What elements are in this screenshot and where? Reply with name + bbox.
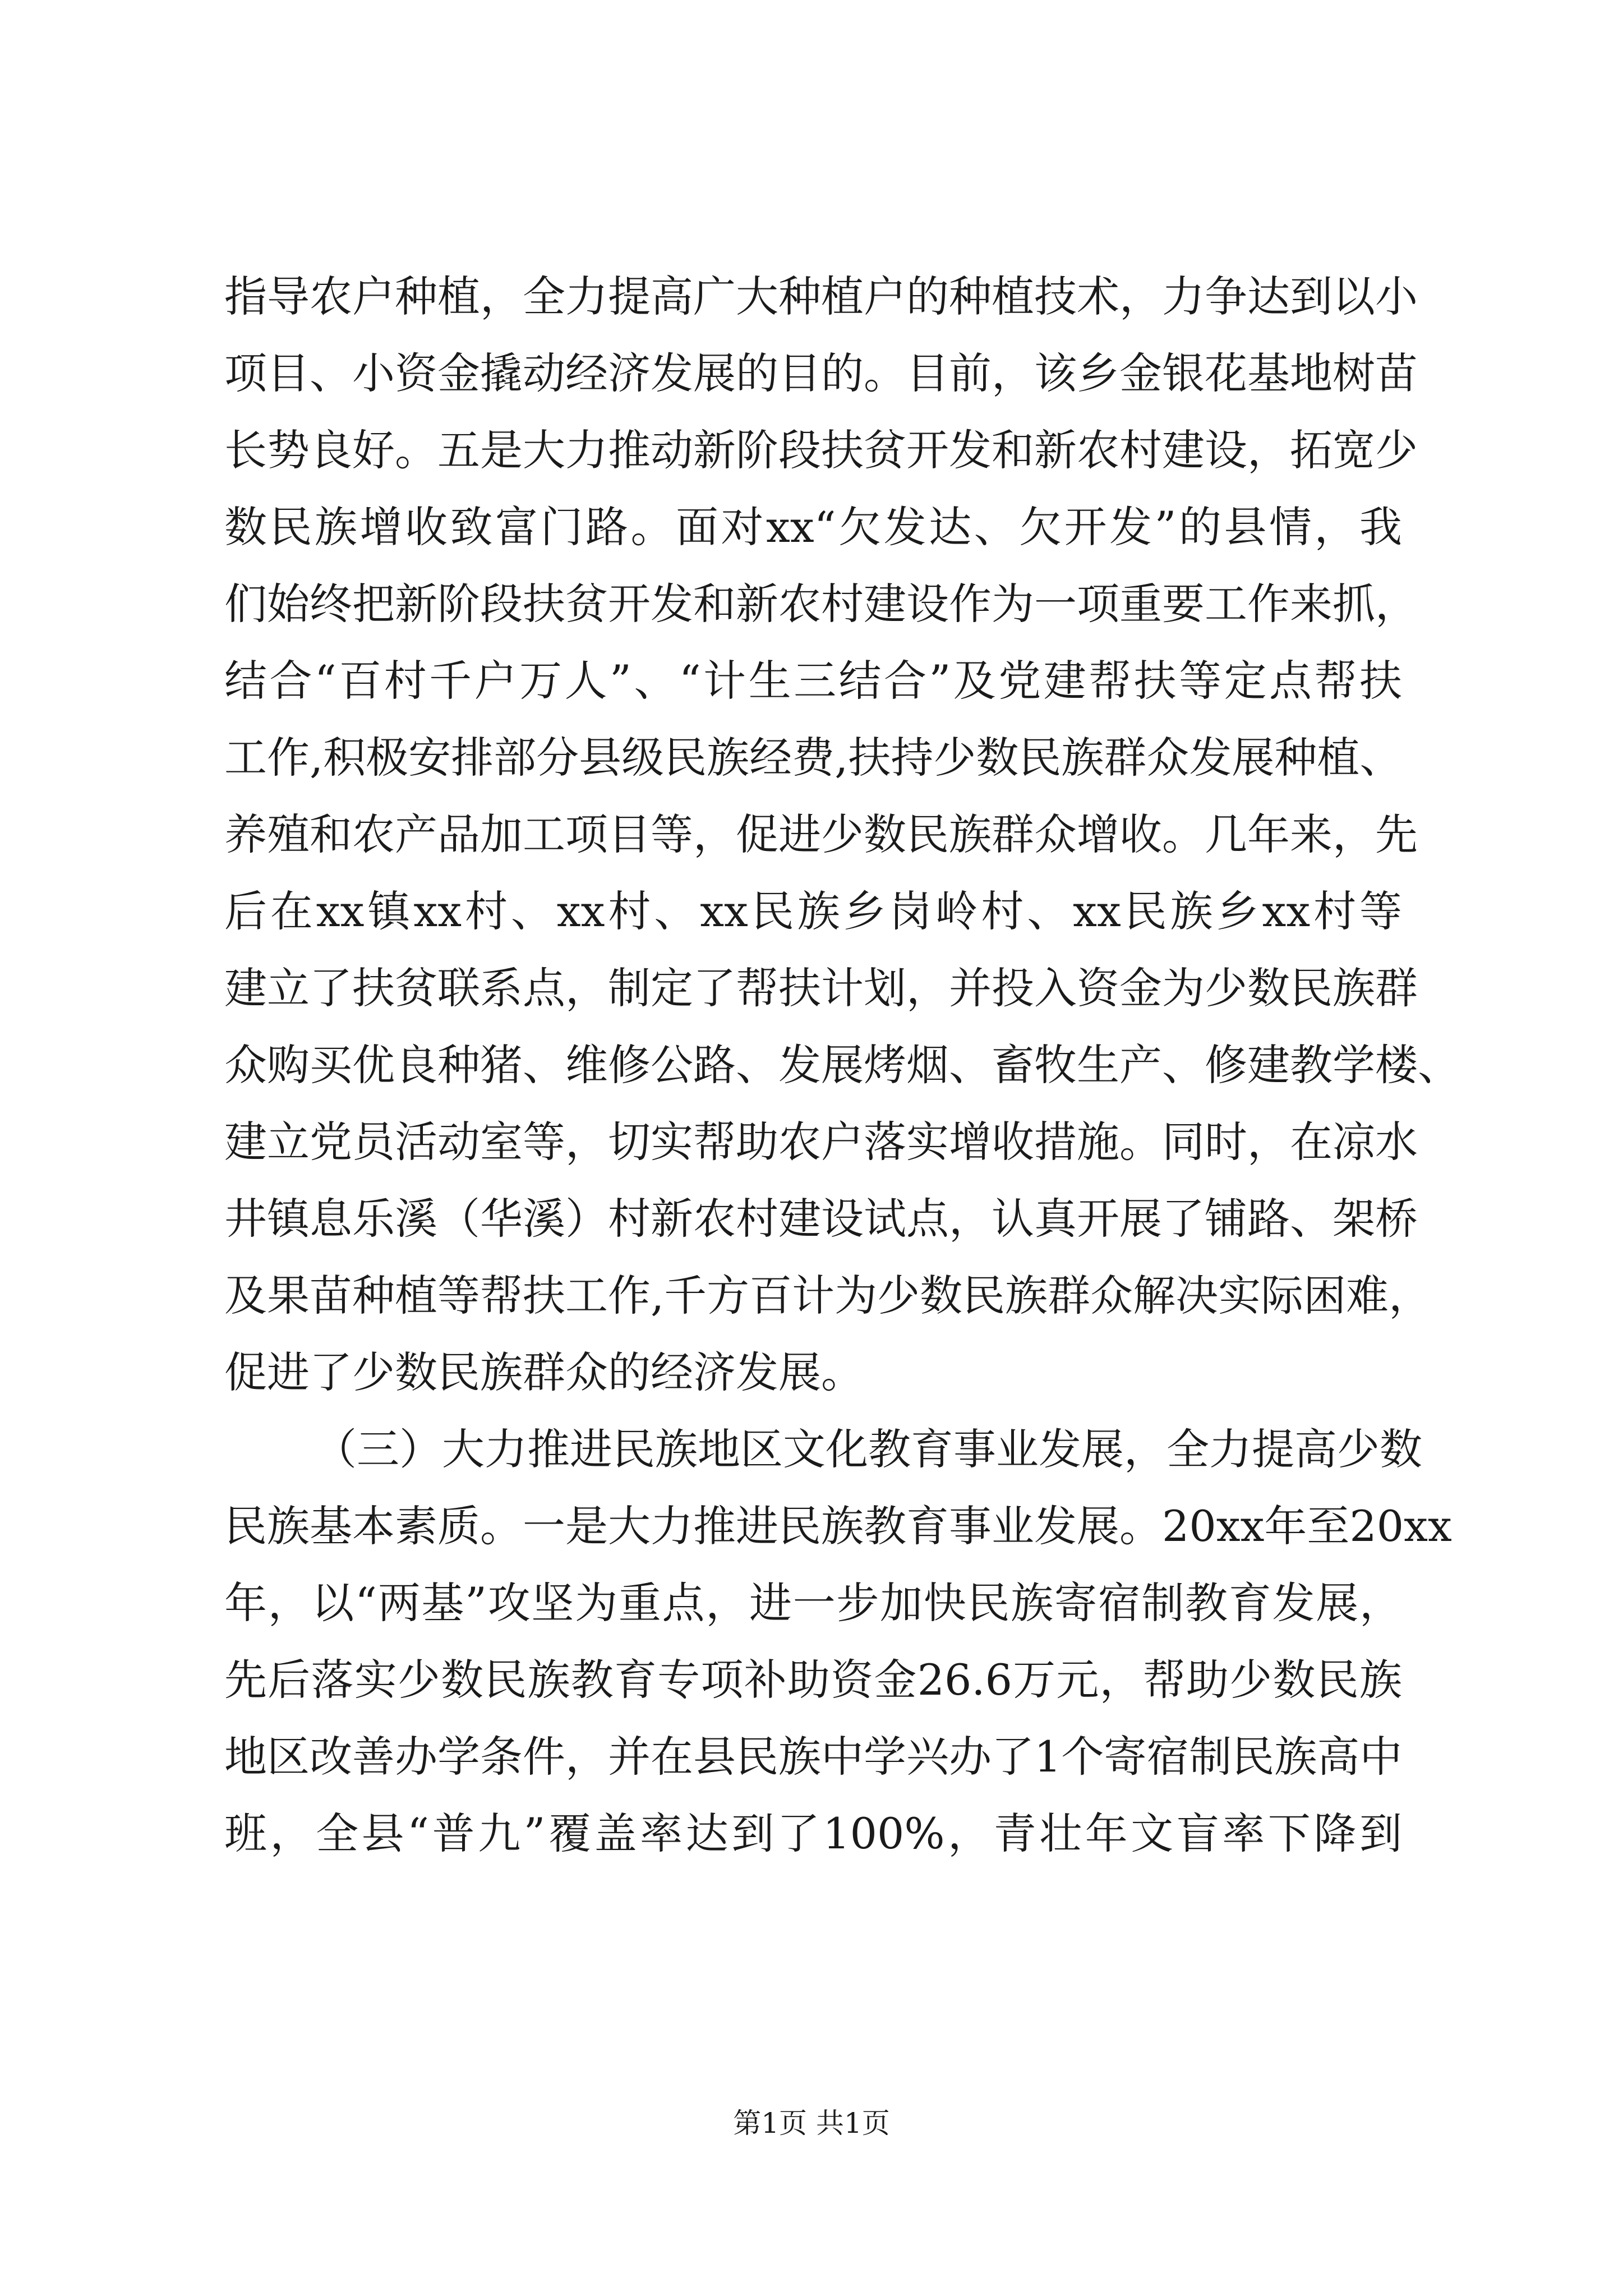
text-line: 结合“百村千户万人”、“计生三结合”及党建帮扶等定点帮扶 xyxy=(224,656,1402,706)
text-line: 建立了扶贫联系点，制定了帮扶计划，并投入资金为少数民族群 xyxy=(224,963,1418,1013)
text-line: 年，以“两基”攻坚为重点，进一步加快民族寄宿制教育发展， xyxy=(224,1578,1402,1628)
text-line: 建立党员活动室等，切实帮助农户落实增收措施。同时，在凉水 xyxy=(224,1117,1418,1167)
text-line: 民族基本素质。一是大力推进民族教育事业发展。20xx年至20xx xyxy=(224,1501,1452,1551)
text-line: 指导农户种植，全力提高广大种植户的种植技术，力争达到以小 xyxy=(224,272,1418,321)
text-line: 养殖和农产品加工项目等，促进少数民族群众增收。几年来，先 xyxy=(224,809,1418,859)
text-line: 们始终把新阶段扶贫开发和新农村建设作为一项重要工作来抓， xyxy=(224,579,1418,629)
section-heading-line: （三）大力推进民族地区文化教育事业发展，全力提高少数 xyxy=(314,1424,1422,1474)
text-line: 地区改善办学条件，并在县民族中学兴办了1个寄宿制民族高中 xyxy=(224,1732,1403,1782)
text-line: 后在xx镇xx村、xx村、xx民族乡岗岭村、xx民族乡xx村等 xyxy=(224,886,1402,936)
text-line: 长势良好。五是大力推动新阶段扶贫开发和新农村建设，拓宽少 xyxy=(224,425,1418,475)
text-line: 及果苗种植等帮扶工作,千方百计为少数民族群众解决实际困难， xyxy=(224,1271,1432,1320)
text-line: 众购买优良种猪、维修公路、发展烤烟、畜牧生产、修建教学楼、 xyxy=(224,1040,1460,1090)
paragraph-end-line: 促进了少数民族群众的经济发展。 xyxy=(224,1347,864,1397)
text-line: 工作,积极安排部分县级民族经费,扶持少数民族群众发展种植、 xyxy=(224,733,1403,783)
text-line: 班，全县“普九”覆盖率达到了100%，青壮年文盲率下降到 xyxy=(224,1809,1402,1858)
text-line: 井镇息乐溪（华溪）村新农村建设试点，认真开展了铺路、架桥 xyxy=(224,1194,1418,1244)
text-line: 先后落实少数民族教育专项补助资金26.6万元，帮助少数民族 xyxy=(224,1655,1402,1705)
page-footer xyxy=(0,2101,1623,2141)
body-text xyxy=(224,258,1460,1872)
text-line: 数民族增收致富门路。面对xx“欠发达、欠开发”的县情，我 xyxy=(224,502,1402,552)
page-number-label: 第1页 共1页 xyxy=(733,2107,890,2139)
text-line: 项目、小资金撬动经济发展的目的。目前，该乡金银花基地树苗 xyxy=(224,348,1418,398)
